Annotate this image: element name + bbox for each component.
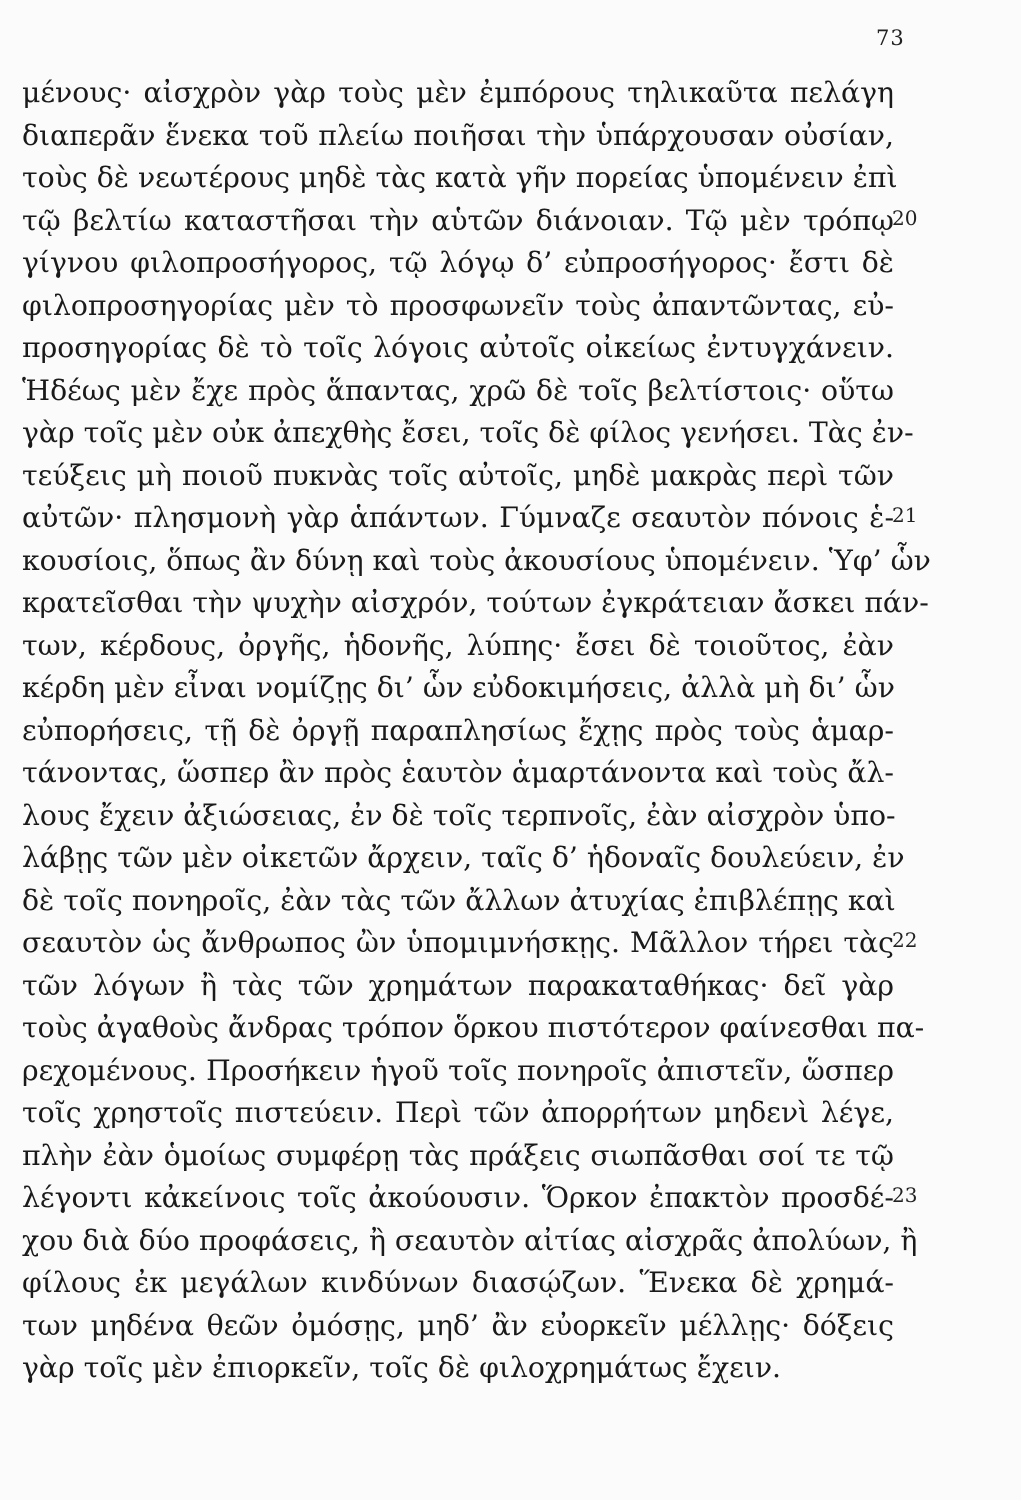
section-number: 23 xyxy=(892,1183,918,1207)
text-line: φιλοπροσηγορίας μὲν τὸ προσφωνεῖν τοὺς ἀπαντῶντας, εὐ- xyxy=(22,288,894,322)
text-line: μένους· αἰσχρὸν γὰρ τοὺς μὲν ἐμπόρους τηλικαῦτα πελάγη xyxy=(22,76,894,109)
text-line: γὰρ τοῖς μὲν ἐπιορκεῖν, τοῖς δὲ φιλοχρημάτως ἔχειν. xyxy=(22,1351,782,1384)
text-line: τάνοντας, ὥσπερ ἂν πρὸς ἑαυτὸν ἁμαρτάνοντα καὶ τοὺς ἄλ- xyxy=(22,756,894,789)
text-line: χου διὰ δύο προφάσεις, ἢ σεαυτὸν αἰτίας αἰσχρᾶς ἀπολύων, ἢ xyxy=(22,1223,918,1257)
text-line: λέγοντι κἀκείνοις τοῖς ἀκούουσιν. Ὅρκον ἐπακτὸν προσδέ- xyxy=(22,1181,894,1214)
text-line: τῶν λόγων ἢ τὰς τῶν χρημάτων παρακαταθήκας· δεῖ γὰρ xyxy=(22,968,894,1002)
text-line: ρεχομένους. Προσήκειν ἡγοῦ τοῖς πονηροῖς ἀπιστεῖν, ὥσπερ xyxy=(22,1053,894,1087)
text-line: φίλους ἐκ μεγάλων κινδύνων διασῴζων. Ἕνεκα δὲ χρημά- xyxy=(22,1266,894,1299)
section-number: 22 xyxy=(892,928,918,952)
text-line: δὲ τοῖς πονηροῖς, ἐὰν τὰς τῶν ἄλλων ἀτυχίας ἐπιβλέπῃς καὶ xyxy=(22,883,896,917)
text-line: των μηδένα θεῶν ὀμόσῃς, μηδ’ ἂν εὐορκεῖν μέλλῃς· δόξεις xyxy=(22,1308,894,1342)
text-line: τῷ βελτίω καταστῆσαι τὴν αὑτῶν διάνοιαν. Τῷ μὲν τρόπῳ xyxy=(22,203,894,237)
text-line: προσηγορίας δὲ τὸ τοῖς λόγοις αὐτοῖς οἰκείως ἐντυγχάνειν. xyxy=(22,331,894,364)
text-line: των, κέρδους, ὀργῆς, ἡδονῆς, λύπης· ἔσει δὲ τοιοῦτος, ἐὰν xyxy=(22,628,894,662)
section-number: 20 xyxy=(892,205,918,230)
page-number: 73 xyxy=(876,26,905,50)
text-line: κέρδη μὲν εἶναι νομίζῃς δι’ ὧν εὐδοκιμήσεις, ἀλλὰ μὴ δι’ ὧν xyxy=(22,671,895,704)
text-line: εὐπορήσεις, τῇ δὲ ὀργῇ παραπλησίως ἔχῃς πρὸς τοὺς ἁμαρ- xyxy=(22,713,894,747)
text-line: διαπερᾶν ἕνεκα τοῦ πλείω ποιῆσαι τὴν ὑπάρχουσαν οὐσίαν, xyxy=(22,118,894,152)
text-line: γίγνου φιλοπροσήγορος, τῷ λόγῳ δ’ εὐπροσήγορος· ἔστι δὲ xyxy=(22,246,894,279)
text-line: κρατεῖσθαι τὴν ψυχὴν αἰσχρόν, τούτων ἐγκράτειαν ἄσκει πάν- xyxy=(22,586,929,619)
text-line: γὰρ τοῖς μὲν οὐκ ἀπεχθὴς ἔσει, τοῖς δὲ φίλος γενήσει. Τὰς ἐν- xyxy=(22,416,914,449)
text-line: τεύξεις μὴ ποιοῦ πυκνὰς τοῖς αὐτοῖς, μηδὲ μακρὰς περὶ τῶν xyxy=(22,458,894,492)
text-line: Ἡδέως μὲν ἔχε πρὸς ἅπαντας, χρῶ δὲ τοῖς βελτίστοις· οὕτω xyxy=(22,373,894,407)
text-line: σεαυτὸν ὡς ἄνθρωπος ὢν ὑπομιμνήσκῃς. Μᾶλλον τήρει τὰς xyxy=(22,926,894,959)
text-line: πλὴν ἐὰν ὁμοίως συμφέρῃ τὰς πράξεις σιωπᾶσθαι σοί τε τῷ xyxy=(22,1138,894,1172)
text-line: τοὺς δὲ νεωτέρους μηδὲ τὰς κατὰ γῆν πορείας ὑπομένειν ἐπὶ xyxy=(22,161,898,194)
text-line: λάβῃς τῶν μὲν οἰκετῶν ἄρχειν, ταῖς δ’ ἡδοναῖς δουλεύειν, ἐν xyxy=(22,841,905,874)
text-line: αὐτῶν· πλησμονὴ γὰρ ἁπάντων. Γύμναζε σεαυτὸν πόνοις ἑ- xyxy=(22,501,894,534)
text-line: λους ἔχειν ἀξιώσειας, ἐν δὲ τοῖς τερπνοῖς, ἐὰν αἰσχρὸν ὑπο- xyxy=(22,798,896,832)
section-number: 21 xyxy=(892,503,918,527)
text-line: τοῖς χρηστοῖς πιστεύειν. Περὶ τῶν ἀπορρήτων μηδενὶ λέγε, xyxy=(22,1096,894,1129)
text-line: κουσίοις, ὅπως ἂν δύνῃ καὶ τοὺς ἀκουσίους ὑπομένειν. Ὑφ’ ὧν xyxy=(22,543,931,577)
text-line: τοὺς ἀγαθοὺς ἄνδρας τρόπον ὅρκου πιστότερον φαίνεσθαι πα- xyxy=(22,1011,925,1044)
